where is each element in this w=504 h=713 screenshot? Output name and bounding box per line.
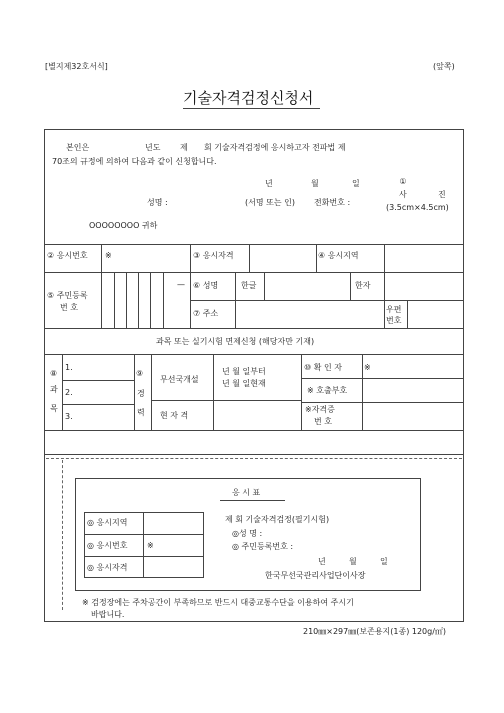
photo-label-a: 사 — [399, 190, 407, 199]
career-label-a: 경 — [137, 389, 145, 398]
statement-c: 제 — [180, 143, 188, 152]
ticket-title: 응 시 표 — [232, 488, 261, 497]
resident-label-a: ⑤ 주민등록 — [47, 291, 88, 300]
statement-line2: 70조의 규정에 의하여 다음과 같이 신청합니다. — [52, 157, 217, 166]
ticket-issuer: 한국무선국관리사업단이사장 — [265, 571, 366, 580]
subject-item: 3. — [65, 412, 73, 421]
date-day: 일 — [352, 179, 360, 188]
date-month: 월 — [311, 179, 319, 188]
period-from: 년 월 일부터 — [222, 367, 266, 376]
cut-line-side — [62, 460, 63, 610]
ticket-date-day: 일 — [380, 557, 388, 566]
page-title: 기술자격검정신청서 — [183, 89, 314, 107]
title-underline — [183, 108, 320, 109]
ticket-session: 제 회 기술자격검정(필기시험) — [225, 515, 330, 524]
phone-label: 전화번호 : — [314, 198, 351, 207]
cert-no-label-b: 번 호 — [314, 417, 332, 426]
ticket-date-month: 월 — [349, 557, 357, 566]
statement-b: 년도 — [145, 143, 161, 152]
career-number: ⑨ — [136, 369, 144, 378]
addressee: OOOOOOOO 귀하 — [89, 221, 158, 230]
name-label: ⑥ 성명 — [193, 281, 219, 290]
subjects-label-b: 목 — [50, 404, 58, 413]
photo-number: ① — [399, 177, 407, 186]
postal-label-b: 번호 — [386, 316, 402, 325]
ticket-exam-no-star: ※ — [147, 541, 154, 550]
ticket-notice-b: 바랍니다. — [91, 610, 125, 619]
hangul-label: 한글 — [241, 281, 257, 290]
subjects-label-a: 과 — [50, 385, 58, 394]
photo-label-b: 진 — [438, 190, 446, 199]
cut-line — [46, 458, 462, 459]
ticket-exam-no: ◎ 응시번호 — [87, 541, 128, 550]
page-side: (앞쪽) — [433, 62, 455, 71]
ticket-resident: ◎ 주민등록번호 : — [232, 542, 294, 551]
period-to: 년 월 일현재 — [222, 379, 266, 388]
paper-spec: 210㎜×297㎜(보존용지(1종) 120g/㎡) — [303, 627, 447, 636]
hanja-label: 한자 — [355, 281, 371, 290]
radio-station-label: 무선국개설 — [160, 375, 199, 384]
subjects-number: ⑧ — [50, 369, 58, 378]
career-label-b: 력 — [137, 408, 145, 417]
confirm-label: ⑩ 확 인 자 — [304, 363, 342, 372]
exam-no-label: ② 응시번호 — [47, 251, 88, 260]
ticket-qualification: ◎ 응시자격 — [87, 563, 128, 572]
date-year: 년 — [265, 179, 273, 188]
resident-label-b: 번 호 — [60, 303, 78, 312]
subject-item: 1. — [65, 363, 73, 372]
applicant-name-label: 성명 : — [147, 198, 168, 207]
exam-no-star: ※ — [105, 251, 112, 260]
statement-d: 회 기술자격검정에 응시하고자 전파법 제 — [204, 143, 346, 152]
current-cert-label: 현 자 격 — [160, 411, 189, 420]
photo-size: (3.5cm×4.5cm) — [386, 203, 449, 212]
resident-dash: — — [177, 280, 185, 289]
confirm-star: ※ — [364, 363, 371, 372]
exemption-title: 과목 또는 실기시험 면제신청 (해당자만 기재) — [156, 337, 315, 346]
sign-note: (서명 또는 인) — [245, 198, 295, 207]
subject-item: 2. — [65, 388, 73, 397]
cert-no-label-a: ※자격증 — [305, 405, 335, 414]
form-number: [별지제32호서식] — [45, 62, 108, 71]
ticket-date-year: 년 — [318, 557, 326, 566]
ticket-region: ◎ 응시지역 — [87, 518, 128, 527]
address-label: ⑦ 주소 — [193, 309, 219, 318]
ticket-name: ◎성 명 : — [232, 529, 263, 538]
call-sign-label: ※ 호출부호 — [307, 386, 348, 395]
postal-label-a: 우편 — [386, 305, 402, 314]
region-label: ④ 응시지역 — [318, 251, 359, 260]
statement-a: 본인은 — [66, 143, 90, 152]
row3-top — [44, 272, 464, 273]
row2-top — [44, 244, 464, 245]
ticket-notice-a: ※ 검정장에는 주차공간이 부족하므로 반드시 대중교통수단을 이용하여 주시기 — [82, 598, 354, 607]
qualification-label: ③ 응시자격 — [193, 251, 234, 260]
